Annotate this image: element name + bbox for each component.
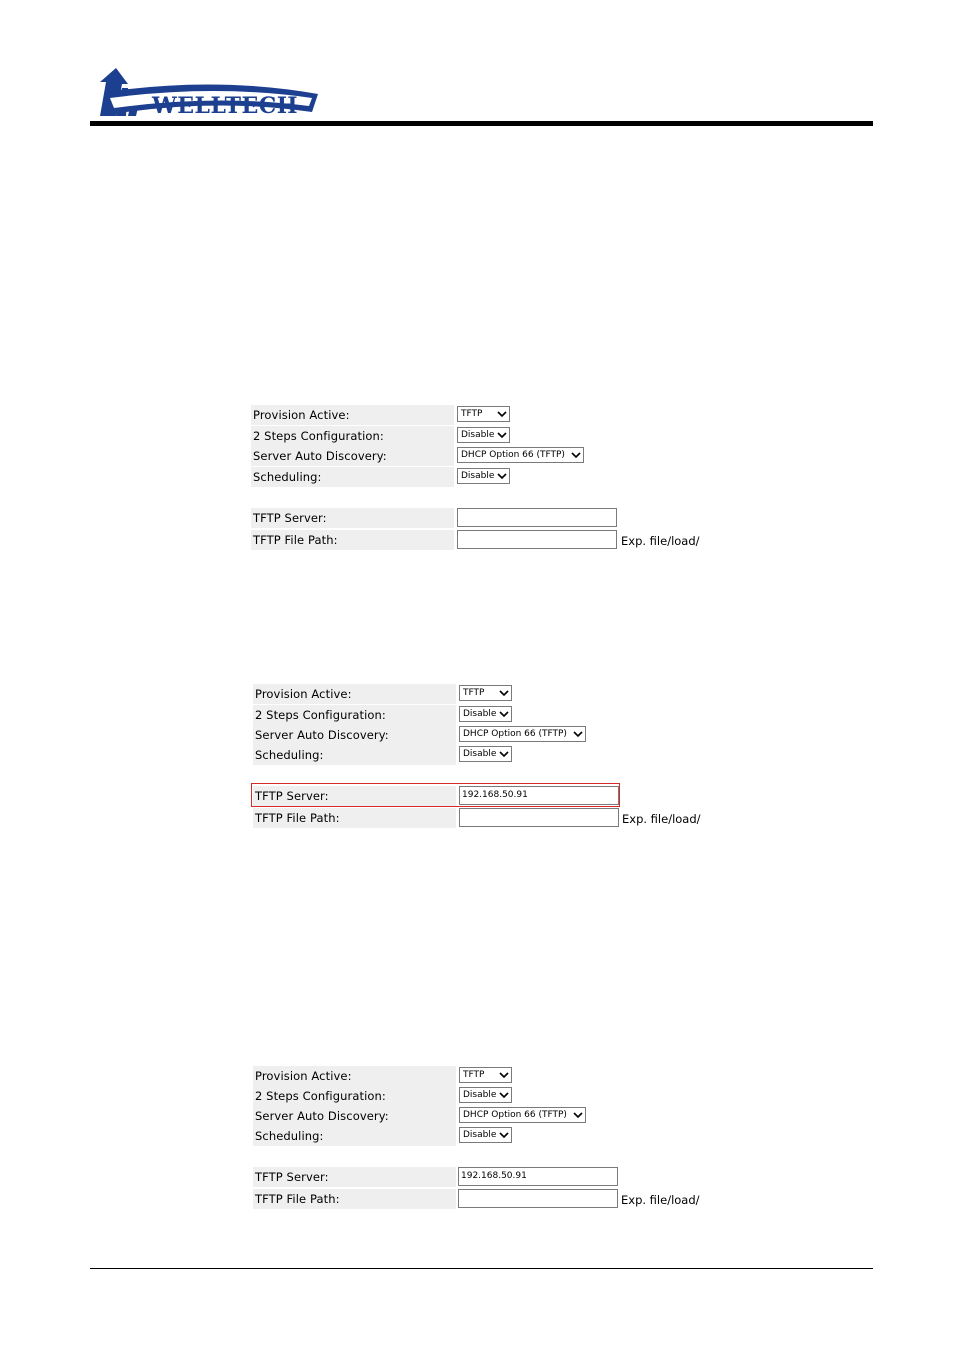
scheduling-label: Scheduling: [253, 1126, 456, 1146]
two-steps-row [253, 1086, 497, 1106]
auto-discovery-label: Server Auto Discovery: [251, 446, 454, 466]
two-steps-row [251, 426, 495, 446]
provision-active-row [253, 1066, 485, 1086]
scheduling-select[interactable]: Disable [459, 746, 512, 762]
provision-active-label: Provision Active: [253, 684, 456, 704]
scheduling-row [253, 1126, 497, 1146]
two-steps-label: 2 Steps Configuration: [253, 1086, 456, 1106]
chevron-down-icon [571, 451, 581, 459]
chevron-down-icon [499, 750, 509, 758]
provision-active-select[interactable]: TFTP [457, 406, 510, 422]
tftp-server-input[interactable]: 192.168.50.91 [459, 786, 619, 805]
two-steps-select[interactable]: Disable [457, 427, 510, 443]
chevron-down-icon [499, 1071, 509, 1079]
tftp-server-input[interactable] [457, 508, 617, 527]
tftp-file-path-label: TFTP File Path: [251, 530, 454, 550]
tftp-server-input[interactable]: 192.168.50.91 [458, 1167, 618, 1186]
tftp-file-path-label: TFTP File Path: [253, 1189, 456, 1209]
provision-active-label: Provision Active: [253, 1066, 456, 1086]
auto-discovery-row [253, 1106, 567, 1126]
chevron-down-icon [499, 1131, 509, 1139]
footer-rule [90, 1268, 873, 1269]
file-path-hint: Exp. file/load/ [621, 534, 700, 548]
auto-discovery-row [251, 446, 565, 466]
provision-active-select[interactable]: TFTP [459, 1067, 512, 1083]
two-steps-select[interactable]: Disable [459, 1087, 512, 1103]
scheduling-select[interactable]: Disable [457, 468, 510, 484]
chevron-down-icon [499, 689, 509, 697]
scheduling-label: Scheduling: [253, 745, 456, 765]
two-steps-select[interactable]: Disable [459, 706, 512, 722]
auto-discovery-label: Server Auto Discovery: [253, 1106, 456, 1126]
chevron-down-icon [573, 1111, 583, 1119]
tftp-server-label: TFTP Server: [253, 1167, 456, 1187]
chevron-down-icon [573, 730, 583, 738]
auto-discovery-select[interactable]: DHCP Option 66 (TFTP) [457, 447, 584, 463]
chevron-down-icon [497, 410, 507, 418]
two-steps-label: 2 Steps Configuration: [251, 426, 454, 446]
chevron-down-icon [497, 431, 507, 439]
provision-active-row [251, 405, 483, 425]
tftp-server-label: TFTP Server: [251, 508, 454, 528]
auto-discovery-label: Server Auto Discovery: [253, 725, 456, 745]
file-path-hint: Exp. file/load/ [621, 1193, 700, 1207]
provision-active-row [253, 684, 485, 704]
tftp-file-path-label: TFTP File Path: [253, 808, 456, 828]
chevron-down-icon [499, 1091, 509, 1099]
chevron-down-icon [497, 472, 507, 480]
chevron-down-icon [499, 710, 509, 718]
tftp-file-path-input[interactable] [459, 808, 619, 827]
tftp-file-path-input[interactable] [457, 530, 617, 549]
scheduling-label: Scheduling: [251, 467, 454, 487]
svg-text:WELLTECH: WELLTECH [152, 93, 299, 119]
two-steps-row [253, 705, 497, 725]
provision-active-label: Provision Active: [251, 405, 454, 425]
file-path-hint: Exp. file/load/ [622, 812, 701, 826]
auto-discovery-select[interactable]: DHCP Option 66 (TFTP) [459, 1107, 586, 1123]
scheduling-select[interactable]: Disable [459, 1127, 512, 1143]
auto-discovery-select[interactable]: DHCP Option 66 (TFTP) [459, 726, 586, 742]
tftp-file-path-input[interactable] [458, 1189, 618, 1208]
welltech-logo [96, 68, 320, 122]
scheduling-row [253, 745, 497, 765]
tftp-server-label: TFTP Server: [253, 786, 456, 806]
auto-discovery-row [253, 725, 567, 745]
provision-active-select[interactable]: TFTP [459, 685, 512, 701]
header-rule [90, 121, 873, 126]
scheduling-row [251, 467, 495, 487]
two-steps-label: 2 Steps Configuration: [253, 705, 456, 725]
